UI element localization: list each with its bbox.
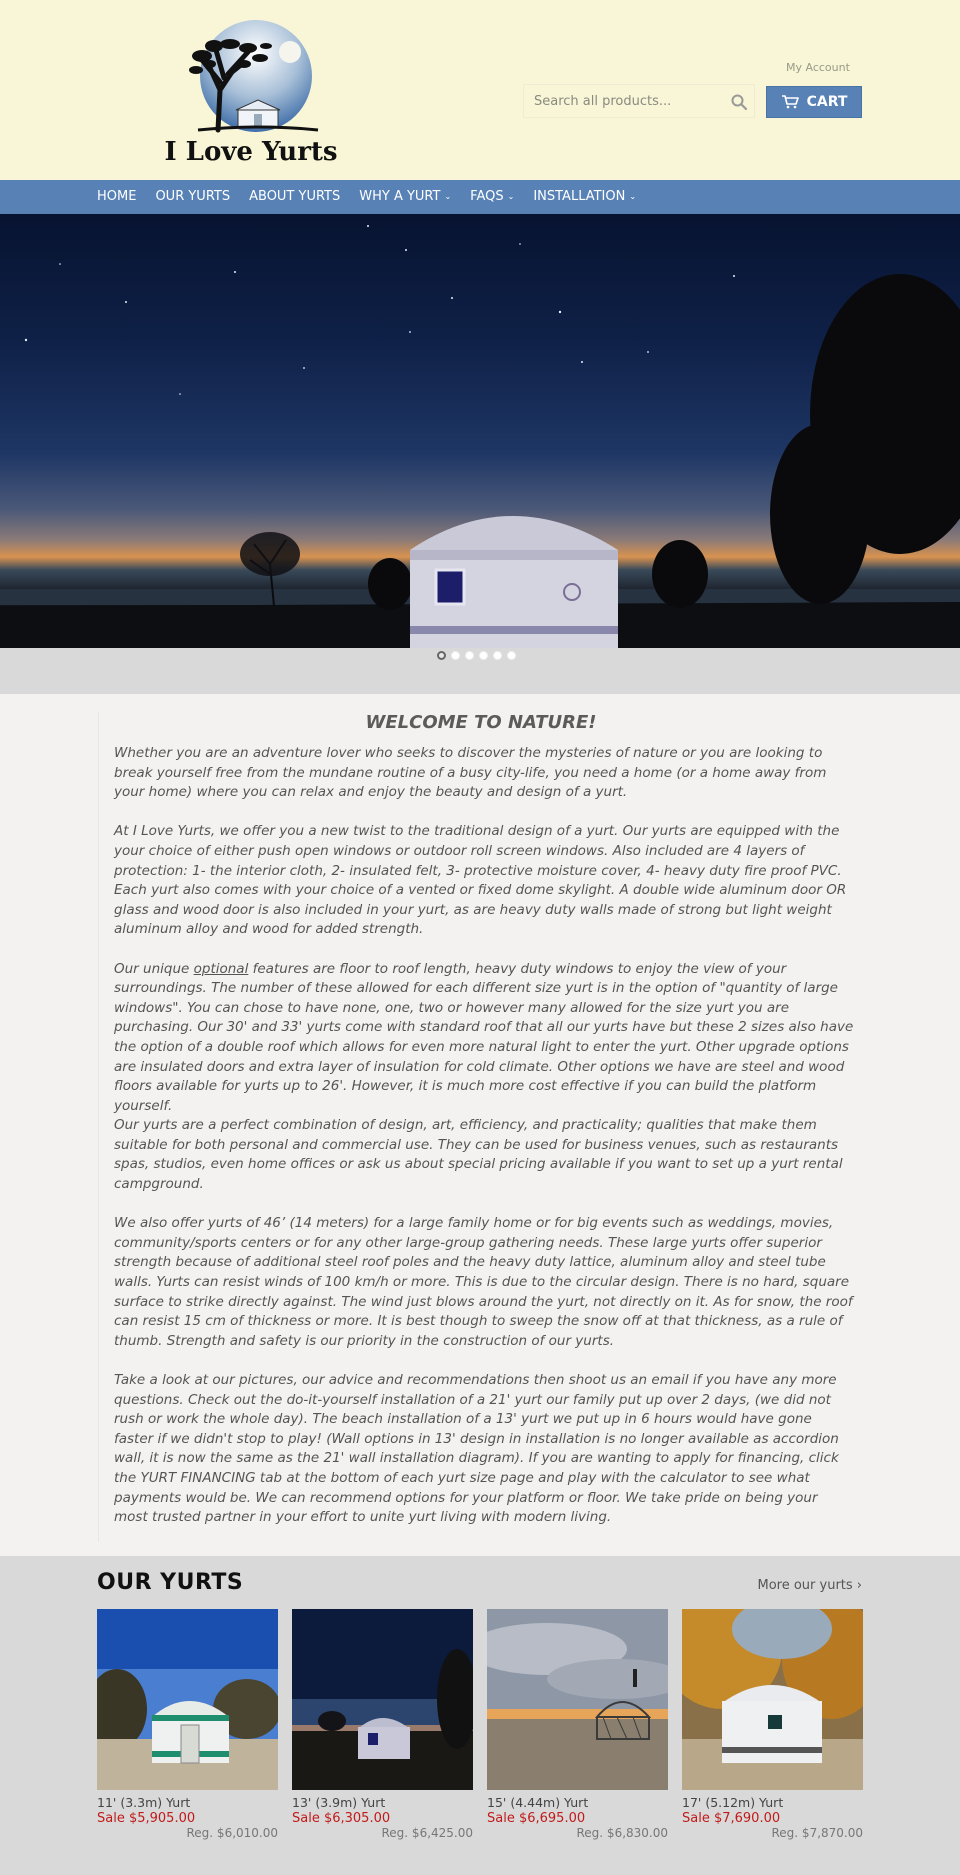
product-regular-price: Reg. $7,870.00 [771,1826,863,1840]
slideshow-pagination [0,648,960,694]
chevron-down-icon: ⌄ [629,192,637,201]
product-image[interactable] [682,1609,863,1790]
product-name[interactable]: 15' (4.44m) Yurt [487,1795,589,1810]
hero-slideshow[interactable] [0,214,960,648]
product-name[interactable]: 13' (3.9m) Yurt [292,1795,386,1810]
search-icon[interactable] [730,93,748,111]
product-regular-price: Reg. $6,830.00 [576,1826,668,1840]
my-account-link[interactable]: My Account [786,61,850,74]
welcome-body [114,744,854,1528]
slide-dot[interactable] [437,651,446,660]
nav-label: WHY A YURT [359,189,441,204]
our-yurts-section [0,1556,960,1875]
product-image[interactable] [487,1609,668,1790]
slide-dot[interactable] [493,651,502,660]
text-fragment: Our unique [114,960,194,977]
cart-label: CART [806,94,848,110]
product-card[interactable] [487,1609,668,1840]
logo-text: I Love Yurts [164,137,338,165]
welcome-paragraph: Take a look at our pictures, our advice and recommendations then shoot us an email if you have any more questions. Check out the do-it-yourself installation of a 21' yurt our family put up over 2 days, (we did not rush or work the whole day). The beach installation of a 13' yurt we put up in 6 hours would have gone faster if we didn't stop to play! (Wall options in 13' design in installation is no longer available as accordion wall, it is now the same as the 21' wall installation diagram). If you are wanting to apply for financing, click the YURT FINANCING tab at the bottom of each yurt size page and play with the calculator to see what payments would be. We can recommend options for your platform or floor. We take pride on being your most trusted partner in your effort to unite yurt living with modern living. [114,1372,839,1526]
chevron-down-icon: ⌄ [507,192,515,201]
nav-item-about-yurts[interactable] [249,180,340,214]
product-regular-price: Reg. $6,425.00 [381,1826,473,1840]
welcome-paragraph: We also offer yurts of 46’ (14 meters) for a large family home or for big events such as weddings, movies, community/sports centers or for any other large-group gathering needs. These large yurts offer superior strength because of additional steel roof poles and the heavy duty lattice, aluminum alloy and steel tube walls. Yurts can resist winds of 100 km/h or more. This is due to the circular design. There is no hard, square surface to strike directly against. The wind just blows around the yurt, not directly on it. As for snow, the roof can resist 15 cm of thickness or more. It is best though to sweep the snow off at that thickness, as a rule of thumb. Strength and safety is our priority in the construction of our yurts. [114,1215,853,1349]
product-regular-price: Reg. $6,010.00 [186,1826,278,1840]
welcome-paragraph: Our yurts are a perfect combination of design, art, efficiency, and practicality; qualities that make them suitable for both personal and commercial use. They can be used for business venues, such as restaurants spas, studios, even home offices or ask us about special pricing available if you want to set up a yurt rental campground. [114,1117,843,1193]
nav-label: INSTALLATION [533,189,626,204]
slide-dot[interactable] [451,651,460,660]
product-image[interactable] [97,1609,278,1790]
cart-icon [781,95,799,109]
welcome-title: WELCOME TO NATURE! [365,712,597,733]
product-sale-price: Sale $5,905.00 [97,1811,196,1826]
nav-item-installation[interactable] [533,180,636,214]
product-image[interactable] [292,1609,473,1790]
text-fragment: features are floor to roof length, heavy duty windows to enjoy the view of your surroundings. The number of these allowed for each different size yurt is in the option of "quantity of large windows". You can chose to have none, one, two or however many allowed for the size yurt you are purchasing. Our 30' and 33' yurts come with standard roof that all our yurts have but these 2 sizes also have the option of a double roof which allows for even more natural light to enter the yurt. Other upgrade options are insulated doors and extra layer of insulation for cold climate. Other options we have are steel and wood floors available for yurts up to 26'. However, it is much more cost effective if you can build the platform yourself. [114,960,854,1114]
nav-item-faqs[interactable] [470,180,514,214]
product-name[interactable]: 17' (5.12m) Yurt [682,1795,784,1810]
site-logo[interactable] [158,20,344,165]
hero-image [0,214,960,648]
product-card[interactable] [682,1609,863,1840]
search-input[interactable] [534,85,714,117]
nav-label: HOME [97,189,137,204]
chevron-down-icon: ⌄ [444,192,452,201]
slide-dot[interactable] [465,651,474,660]
nav-label: FAQS [470,189,504,204]
cart-button[interactable] [766,86,862,118]
main-nav [0,180,960,214]
optional-link[interactable]: optional [193,960,249,977]
welcome-paragraph: Whether you are an adventure lover who seeks to discover the mysteries of nature or you are looking to break yourself free from the mundane routine of a busy city-life, you need a home (or a home away from your home) where you can relax and enjoy the beauty and design of a yurt. [114,745,827,801]
product-sale-price: Sale $6,305.00 [292,1811,391,1826]
search-form [523,84,755,118]
product-card[interactable] [292,1609,473,1840]
nav-label: OUR YURTS [155,189,231,204]
welcome-section [0,694,960,1556]
product-card[interactable] [97,1609,278,1840]
product-name[interactable]: 11' (3.3m) Yurt [97,1795,191,1810]
nav-item-home[interactable] [97,180,136,214]
more-yurts-link[interactable]: More our yurts › [757,1578,862,1593]
section-title: OUR YURTS [97,1570,244,1595]
product-sale-price: Sale $6,695.00 [487,1811,586,1826]
welcome-paragraph: At I Love Yurts, we offer you a new twist to the traditional design of a yurt. Our yurts are equipped with the your choice of either push open windows or outdoor roll screen windows. Also included are 4 layers of protection: 1- the interior cloth, 2- insulated felt, 3- protective moisture cover, 4- heavy duty fire proof PVC. Each yurt also comes with your choice of a vented or fixed dome skylight. A double wide aluminum door OR glass and wood door is also included in your yurt, as are heavy duty walls made of strong but light weight aluminum alloy and wood for added strength. [114,823,847,938]
nav-item-why-a-yurt[interactable] [359,180,451,214]
welcome-paragraph [114,960,854,1117]
product-sale-price: Sale $7,690.00 [682,1811,781,1826]
nav-item-our-yurts[interactable] [155,180,230,214]
slide-dot[interactable] [507,651,516,660]
slide-dot[interactable] [479,651,488,660]
nav-label: ABOUT YURTS [249,189,341,204]
site-header [0,0,960,180]
